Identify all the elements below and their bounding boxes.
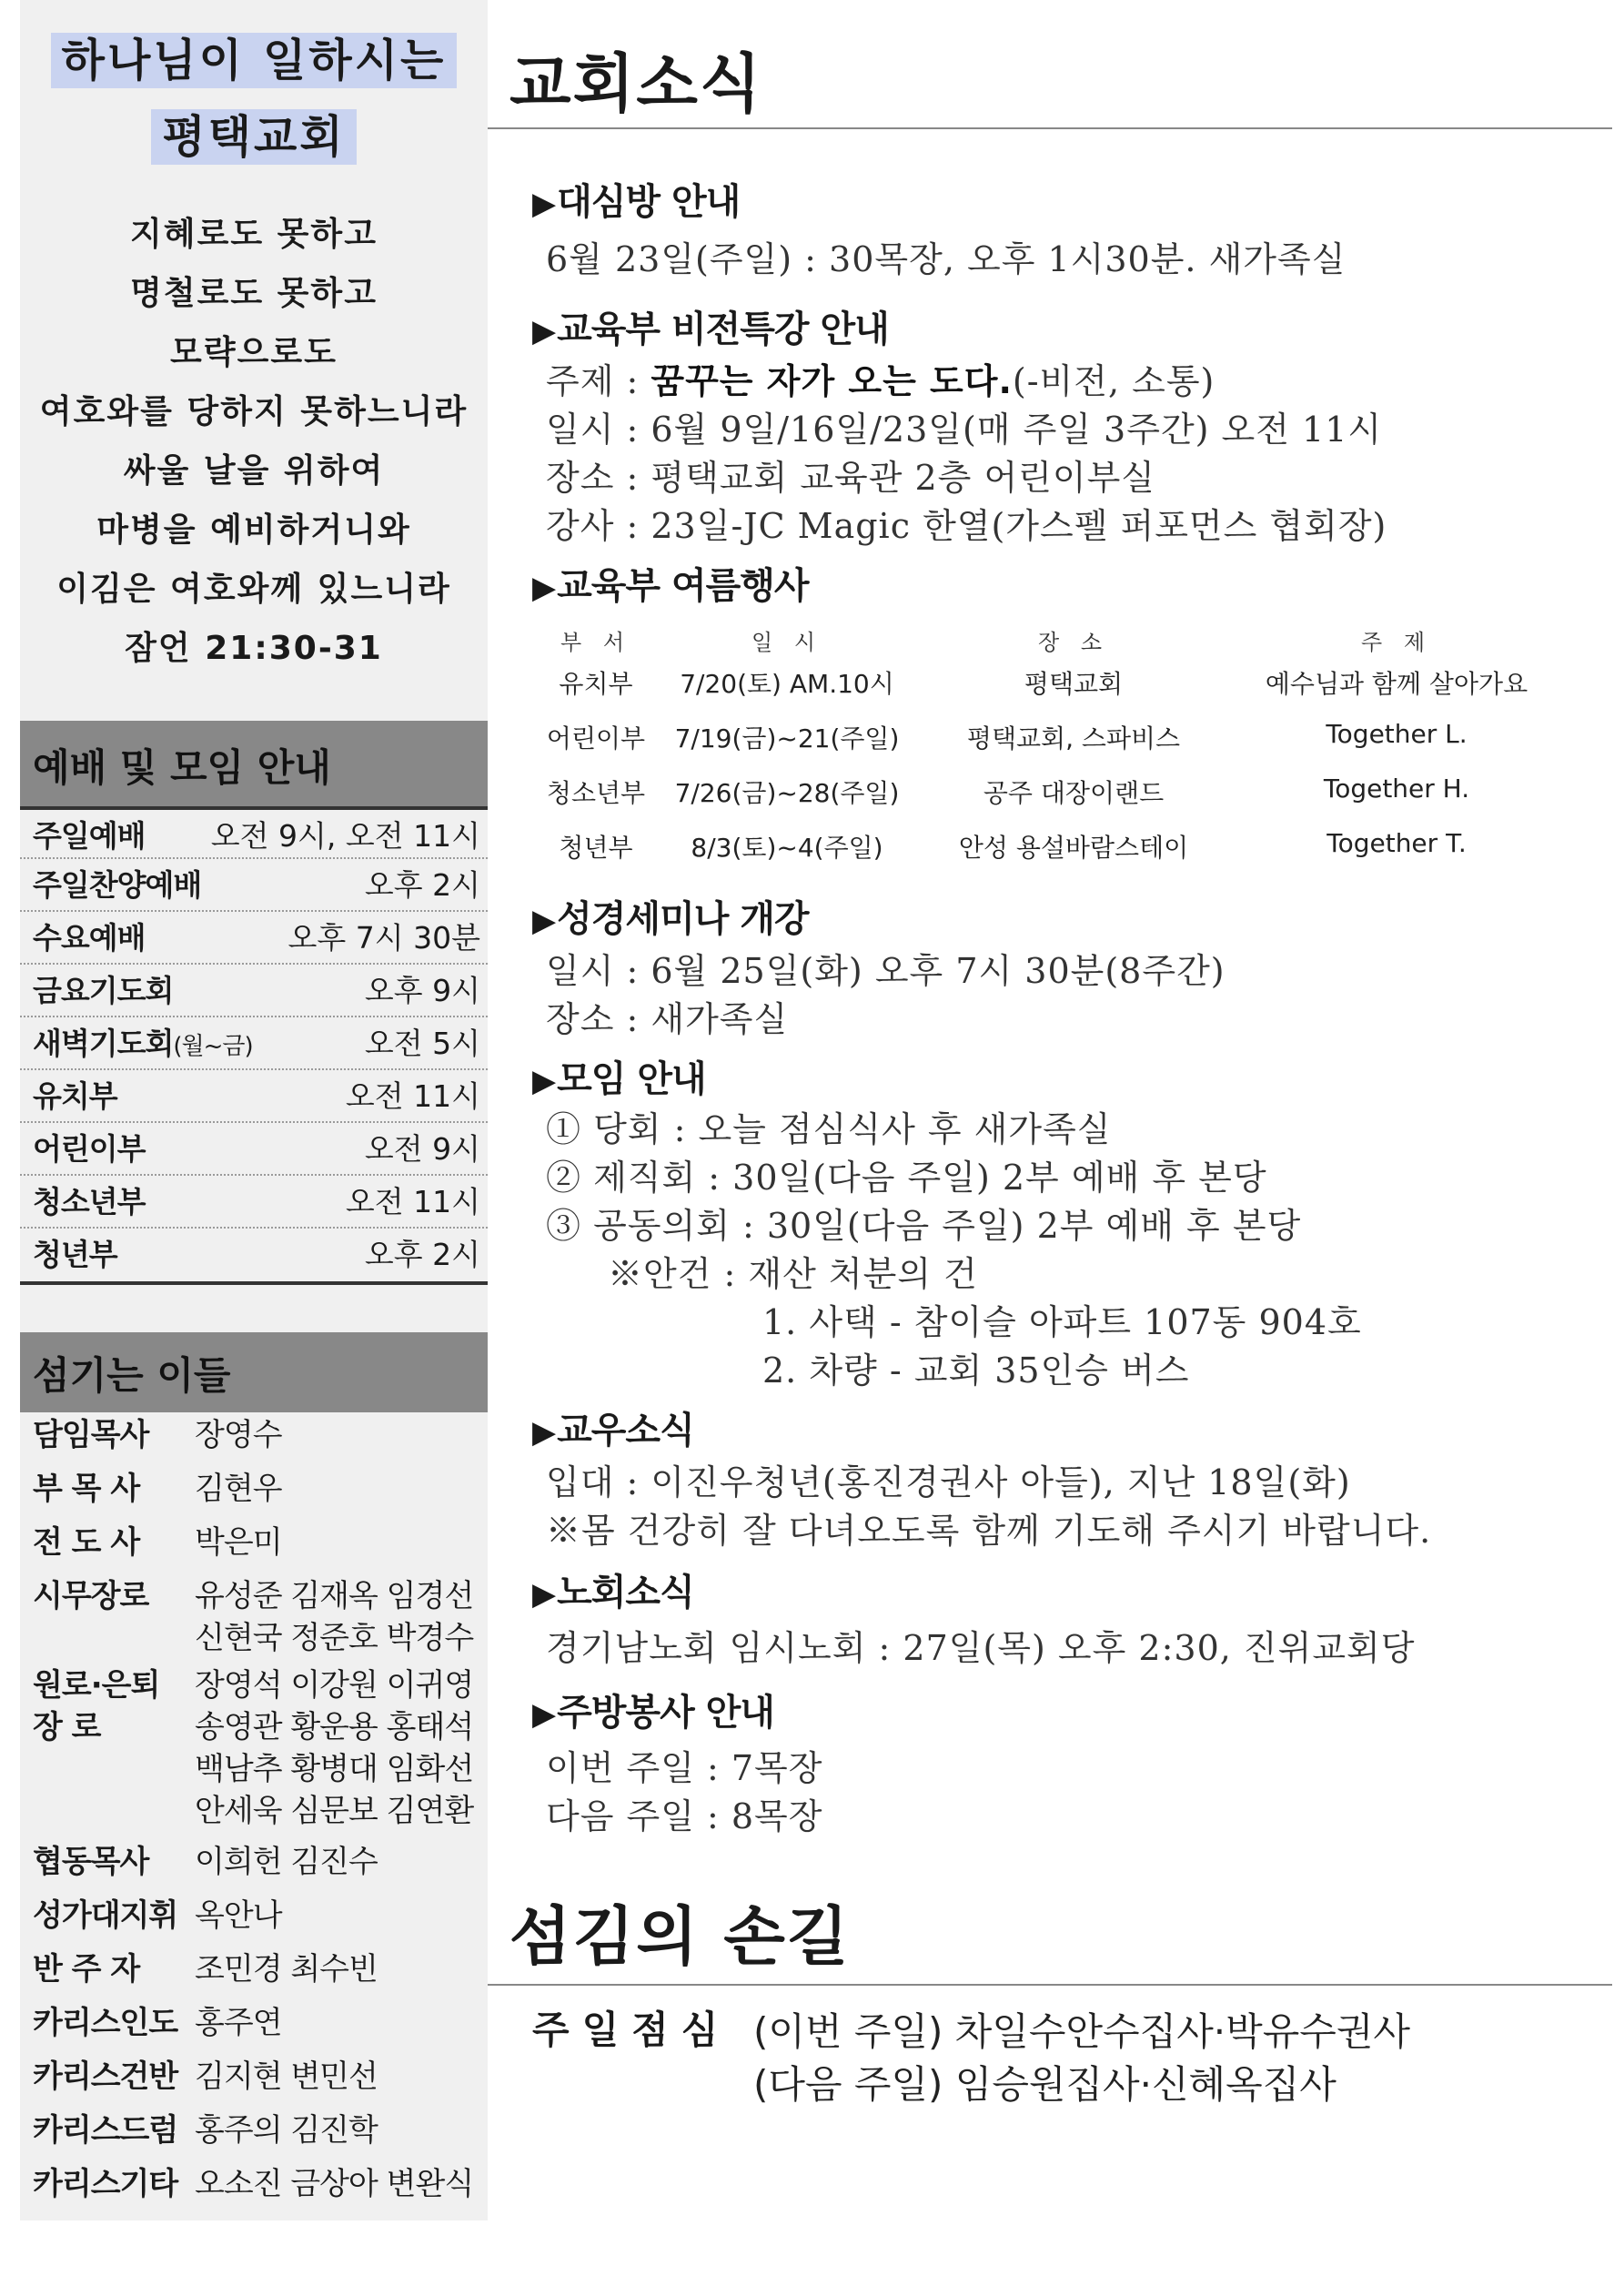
poem-reference: 잠언 21:30-31 — [125, 630, 383, 667]
worship-time: 오후 2시 — [364, 867, 480, 903]
church-news-title: 교회소식 — [509, 46, 763, 121]
vision-theme-bold: 꿈꾸는 자가 오는 도다. — [651, 361, 1013, 401]
triangle-bullet-icon: ▶ — [532, 1414, 556, 1451]
servant-names-line: 옥안나 — [195, 1897, 282, 1934]
servant-names — [195, 1522, 486, 1563]
servant-names — [195, 1468, 486, 1510]
vision-heading-text: 교육부 비전특강 안내 — [557, 308, 889, 350]
servant-names — [195, 1664, 486, 1832]
servant-names-line: 송영관 황운용 홍태석 — [195, 1709, 474, 1745]
servant-names-line: 김지현 변민선 — [195, 2058, 378, 2095]
servant-names-line: 신현국 정준호 박경수 — [195, 1620, 474, 1656]
servant-names-line: 오소진 금상아 변완식 — [195, 2166, 474, 2202]
kitchen-heading — [532, 1684, 774, 1735]
worship-label-text: 새벽기도회 — [33, 1026, 174, 1061]
presbytery-heading — [532, 1563, 694, 1615]
servant-role — [33, 1414, 178, 1456]
servant-role-text: 카리스드럼 — [33, 2112, 178, 2149]
kitchen-heading-text: 주방봉사 안내 — [557, 1692, 774, 1734]
servant-role — [33, 1468, 178, 1510]
cell-dept: 청소년부 — [546, 778, 646, 808]
poem-line: 이김은 여호와께 있느니라 — [56, 571, 451, 608]
poem-line: 마병을 예비하거니와 — [96, 511, 411, 549]
header-date: 일 시 — [751, 630, 822, 655]
servant-names — [195, 2002, 486, 2044]
servant-role — [33, 1841, 178, 1883]
worship-time: 오후 7시 30분 — [287, 920, 480, 956]
meeting-agenda: ※안건 : 재산 처분의 건 — [608, 1254, 978, 1294]
worship-time: 오전 9시 — [364, 1131, 480, 1167]
cell-theme: Together T. — [1326, 828, 1467, 858]
servant-names-line: 안세욱 심문보 김연환 — [195, 1793, 474, 1829]
poem-line: 지혜로도 못하고 — [130, 216, 378, 253]
servants-section-title: 섬기는 이들 — [20, 1332, 488, 1412]
scripture-poem — [20, 205, 488, 678]
servant-role-text: 반 주 자 — [33, 1951, 140, 1988]
servant-names — [195, 1414, 486, 1456]
worship-label: 어린이부 — [33, 1131, 146, 1167]
worship-row — [20, 859, 488, 912]
servant-role — [33, 1948, 178, 1990]
cell-theme: Together H. — [1323, 774, 1470, 804]
worship-label: 수요예배 — [33, 920, 146, 956]
header-theme: 주 제 — [1361, 630, 1432, 655]
presbytery-heading-text: 노회소식 — [557, 1572, 694, 1613]
triangle-bullet-icon: ▶ — [532, 1063, 556, 1099]
worship-time: 오전 11시 — [345, 1184, 480, 1219]
worship-time: 오전 9시, 오전 11시 — [210, 818, 480, 854]
bible-place: 장소 : 새가족실 — [546, 999, 789, 1039]
servant-role-text: 담임목사 — [33, 1417, 149, 1453]
servant-names-line: 홍주의 김진학 — [195, 2112, 378, 2149]
worship-label: 금요기도회 — [33, 973, 174, 1008]
cell-place: 평택교회, 스파비스 — [966, 723, 1181, 754]
summer-heading-text: 교육부 여름행사 — [557, 565, 809, 607]
header-place: 장 소 — [1038, 630, 1109, 655]
servant-role — [33, 1895, 178, 1937]
worship-row — [20, 1229, 488, 1285]
sunday-lunch-line: (이번 주일) 차일수안수집사·박유수권사 — [753, 2009, 1410, 2054]
worship-label: 청년부 — [33, 1237, 117, 1272]
presbytery-line: 경기남노회 임시노회 : 27일(목) 오후 2:30, 진위교회당 — [546, 1628, 1416, 1668]
kitchen-line: 이번 주일 : 7목장 — [546, 1748, 823, 1788]
worship-label-sub: (월~금) — [173, 1033, 253, 1060]
meeting-agenda-item: 2. 차량 - 교회 35인승 버스 — [762, 1350, 1190, 1391]
servant-names — [195, 1895, 486, 1937]
title-divider — [488, 127, 1612, 129]
triangle-bullet-icon: ▶ — [532, 186, 556, 222]
triangle-bullet-icon: ▶ — [532, 1696, 556, 1733]
servant-names — [195, 2109, 486, 2151]
cell-place: 안성 용설바람스테이 — [958, 833, 1189, 863]
worship-label: 주일예배 — [33, 818, 146, 854]
sunday-lunch-line: (다음 주일) 임승원집사·신혜옥집사 — [753, 2062, 1337, 2107]
servant-names-line: 장영수 — [195, 1417, 282, 1453]
servant-names-line: 홍주연 — [195, 2005, 282, 2041]
cell-date: 8/3(토)~4(주일) — [691, 833, 883, 863]
servant-role-text: 카리스건반 — [33, 2058, 178, 2095]
vision-theme — [546, 353, 1215, 403]
servant-role — [33, 1575, 178, 1617]
cell-theme: Together L. — [1326, 719, 1468, 749]
meeting-agenda-item: 1. 사택 - 참이슬 아파트 107동 904호 — [762, 1302, 1362, 1342]
worship-time: 오전 5시 — [364, 1026, 480, 1061]
vision-date: 일시 : 6월 9일/16일/23일(매 주일 3주간) 오전 11시 — [546, 410, 1383, 450]
triangle-bullet-icon: ▶ — [532, 903, 556, 939]
worship-time: 오후 2시 — [364, 1237, 480, 1272]
servant-names — [195, 1841, 486, 1883]
servant-role-text: 시무장로 — [33, 1578, 149, 1614]
servant-names-line: 박은미 — [195, 1524, 282, 1561]
servant-role — [33, 1522, 178, 1563]
servant-role — [33, 2002, 178, 2044]
servant-names-line: 백남추 황병대 임화선 — [195, 1751, 474, 1787]
cell-theme: 예수님과 함께 살아가요 — [1265, 669, 1528, 699]
servant-role-text: 원로·은퇴 — [33, 1667, 160, 1704]
worship-label: 주일찬양예배 — [33, 867, 202, 903]
triangle-bullet-icon: ▶ — [532, 1576, 556, 1613]
servant-role — [33, 2163, 178, 2205]
worship-label — [33, 1017, 253, 1073]
cell-place: 평택교회 — [1024, 669, 1124, 699]
cell-dept: 유치부 — [559, 669, 633, 699]
servant-names-line: 장영석 이강원 이귀영 — [195, 1667, 474, 1704]
worship-row — [20, 1123, 488, 1176]
worship-time: 오전 11시 — [345, 1078, 480, 1114]
church-name-text: 평택교회 — [151, 109, 356, 165]
table-row — [532, 828, 1560, 883]
meeting-line: ① 당회 : 오늘 점심식사 후 새가족실 — [546, 1109, 1112, 1149]
visit-heading — [532, 173, 740, 225]
bible-heading-text: 성경세미나 개강 — [557, 898, 809, 940]
servant-names-line: 김현우 — [195, 1471, 282, 1507]
bible-date: 일시 : 6월 25일(화) 오후 7시 30분(8주간) — [546, 951, 1226, 991]
worship-row — [20, 1070, 488, 1123]
meeting-heading-text: 모임 안내 — [557, 1058, 706, 1100]
servant-role-text: 카리스기타 — [33, 2166, 178, 2202]
servant-role — [33, 2109, 178, 2151]
vision-speaker: 강사 : 23일-JC Magic 한열(가스펠 퍼포먼스 협회장) — [546, 506, 1387, 546]
sunday-lunch-label: 주일점심 — [532, 2008, 731, 2052]
poem-line: 명철로도 못하고 — [130, 275, 378, 312]
servant-role-text: 전 도 사 — [33, 1524, 140, 1561]
servant-names-line: 이희헌 김진수 — [195, 1844, 378, 1880]
vision-place: 장소 : 평택교회 교육관 2층 어린이부실 — [546, 458, 1155, 498]
meeting-line: ③ 공동의회 : 30일(다음 주일) 2부 예배 후 본당 — [546, 1206, 1302, 1246]
kitchen-line: 다음 주일 : 8목장 — [546, 1796, 823, 1836]
visit-heading-text: 대심방 안내 — [557, 181, 741, 223]
vision-heading — [532, 300, 889, 352]
servant-role-text: 성가대지휘 — [33, 1897, 178, 1934]
table-row — [532, 719, 1560, 774]
serving-hands-title: 섬김의 손길 — [509, 1899, 851, 1974]
cell-place: 공주 대장이랜드 — [983, 778, 1165, 808]
table-row — [532, 774, 1560, 828]
triangle-bullet-icon: ▶ — [532, 570, 556, 606]
church-name — [20, 107, 488, 167]
worship-section-title: 예배 및 모임 안내 — [20, 721, 488, 806]
member-line: 입대 : 이진우청년(홍진경권사 아들), 지난 18일(화) — [546, 1462, 1351, 1502]
member-heading-text: 교우소식 — [557, 1410, 694, 1451]
header-dept: 부 서 — [560, 630, 631, 655]
worship-row — [20, 806, 488, 859]
summer-heading — [532, 557, 809, 609]
servant-role — [33, 1664, 178, 1748]
left-sidebar — [20, 0, 488, 2220]
cell-dept: 어린이부 — [546, 723, 646, 754]
poem-line: 모략으로도 — [170, 334, 338, 371]
worship-time: 오후 9시 — [364, 973, 480, 1008]
poem-line: 싸울 날을 위하여 — [123, 452, 385, 490]
vision-theme-suffix: (-비전, 소통) — [1012, 361, 1215, 401]
servant-names — [195, 2056, 486, 2098]
servant-role-text: 부 목 사 — [33, 1471, 140, 1507]
cell-dept: 청년부 — [559, 833, 633, 863]
worship-row — [20, 1176, 488, 1229]
meeting-heading — [532, 1050, 706, 1102]
servant-role-text: 장 로 — [33, 1709, 101, 1745]
meeting-line: ② 제직회 : 30일(다음 주일) 2부 예배 후 본당 — [546, 1158, 1267, 1198]
church-slogan-line1: 하나님이 일하시는 — [51, 33, 458, 88]
worship-row — [20, 965, 488, 1017]
servant-names-line: 조민경 최수빈 — [195, 1951, 378, 1988]
cell-date: 7/19(금)~21(주일) — [674, 723, 900, 754]
servant-names — [195, 2163, 486, 2205]
member-line: ※몸 건강히 잘 다녀오도록 함께 기도해 주시기 바랍니다. — [546, 1511, 1432, 1551]
church-slogan — [20, 31, 488, 91]
worship-label: 청소년부 — [33, 1184, 146, 1219]
visit-line: 6월 23일(주일) : 30목장, 오후 1시30분. 새가족실 — [546, 239, 1347, 279]
cell-date: 7/20(토) AM.10시 — [680, 669, 894, 699]
servant-role — [33, 2056, 178, 2098]
servant-role-text: 카리스인도 — [33, 2005, 178, 2041]
servant-names-line: 유성준 김재옥 임경선 — [195, 1578, 474, 1614]
member-heading — [532, 1401, 694, 1453]
triangle-bullet-icon: ▶ — [532, 313, 556, 349]
servant-names — [195, 1948, 486, 1990]
servant-role-text: 협동목사 — [33, 1844, 149, 1880]
poem-line: 여호와를 당하지 못하느니라 — [39, 393, 469, 430]
worship-label: 유치부 — [33, 1078, 117, 1114]
servant-names — [195, 1575, 486, 1659]
worship-row — [20, 1017, 488, 1070]
bible-heading — [532, 890, 809, 942]
worship-row — [20, 912, 488, 965]
vision-theme-prefix: 주제 : — [546, 361, 651, 401]
table-row — [532, 664, 1560, 719]
cell-date: 7/26(금)~28(주일) — [674, 778, 900, 808]
hands-divider — [488, 1984, 1612, 1986]
